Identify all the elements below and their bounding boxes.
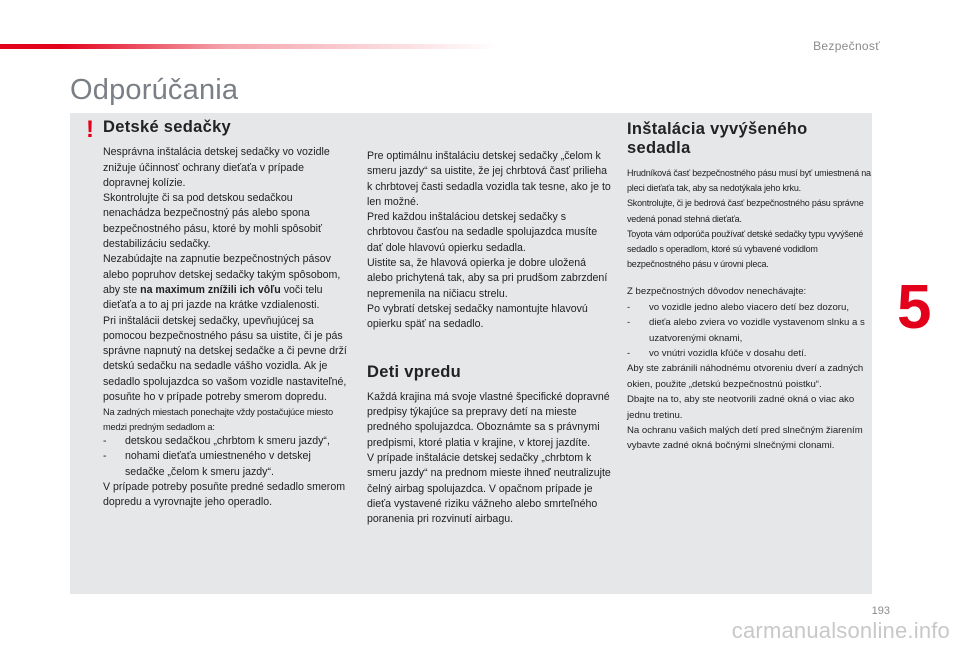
warning-icon: ! bbox=[86, 116, 94, 143]
paragraph: Po vybratí detskej sedačky namontujte hlavovú opierku späť na sedadlo. bbox=[367, 302, 588, 331]
paragraph: Pre optimálnu inštaláciu detskej sedačky „čelom k smeru jazdy“ sa uistite, že jej chrbtová časť prilieha k chrbtovej časti sedadla vozidla tak tesne, ako je to len možné. bbox=[367, 150, 611, 208]
list-item: - nohami dieťaťa umiestneného v detskej sedačke „čelom k smeru jazdy“. bbox=[103, 450, 311, 478]
paragraph: V prípade potreby posuňte predné sedadlo smerom dopredu a vyrovnajte jeho operadlo. bbox=[103, 480, 346, 509]
chapter-number: 5 bbox=[897, 273, 932, 342]
heading-booster-seat: Inštalácia vyvýšeného sedadla bbox=[627, 120, 808, 157]
paragraph: Toyota vám odporúča používať detské sedačky typu vyvýšené sedadlo s operadlom, ktoré sú vybavené vodidlom bezpečnostného pásu v úrovni pleca. bbox=[627, 228, 864, 270]
paragraph: V prípade inštalácie detskej sedačky „chrbtom k smeru jazdy“ na prednom mieste ihneď neutralizujte čelný airbag spolujazdca. V opačnom prípade je dieťa vystavené riziku vážneho alebo smrteľného poranenia pri rozvinutí airbagu. bbox=[367, 452, 611, 526]
paragraph: Z bezpečnostných dôvodov nenechávajte: bbox=[627, 286, 807, 298]
paragraph: Pri inštalácii detskej sedačky, upevňujúcej sa pomocou bezpečnostného pásu sa uistite, či je pás správne napnutý na detskej sedačke a či pevne drží detskú sedačku na sedadle vášho vozidla. Ak je sedadlo spolujazdca so vašom vozidle nastaviteľné, posuňte ho v prípade potreby smerom dopredu. bbox=[103, 314, 347, 404]
paragraph: Nesprávna inštalácia detskej sedačky vo vozidle znižuje účinnosť ochrany dieťaťa v prípade dopravnej kolízie. bbox=[103, 146, 330, 189]
list-item: - detskou sedačkou „chrbtom k smeru jazdy“, bbox=[103, 434, 330, 447]
list-item: - dieťa alebo zviera vo vozidle vystavenom slnku a s uzatvorenými oknami, bbox=[627, 317, 865, 344]
paragraph: Dbajte na to, aby ste neotvorili zadné okná o viac ako jednu tretinu. bbox=[627, 394, 855, 421]
heading-child-seats: Detské sedačky bbox=[103, 118, 232, 136]
list-item: - vo vozidle jedno alebo viacero detí bez dozoru, bbox=[627, 301, 849, 313]
page-number: 193 bbox=[871, 605, 890, 617]
paragraph: Skontrolujte či sa pod detskou sedačkou nenachádza bezpečnostný pás alebo spona bezpečnostného pásu, ktoré by mohli spôsobiť destabilizáciu sedačky. bbox=[103, 192, 322, 251]
column-installation bbox=[367, 149, 612, 528]
paragraph: Skontrolujte, či je bedrová časť bezpečnostného pásu správne vedená ponad stehná dieťaťa. bbox=[627, 198, 864, 224]
page-title: Odporúčania bbox=[70, 74, 239, 106]
column-booster-seat bbox=[627, 120, 872, 454]
watermark: carmanualsonline.info bbox=[731, 618, 950, 643]
paragraph: Nezabúdajte na zapnutie bezpečnostných pásov alebo popruhov detskej sedačky takým spôsobom, aby ste na maximum znížili ich vôľu voči telu dieťaťa a to aj pri jazde na krátke vzdialenosti. bbox=[103, 253, 341, 312]
paragraph: Hrudníková časť bezpečnostného pásu musí byť umiestnená na pleci dieťaťa tak, aby sa nedotýkala jeho krku. bbox=[627, 168, 871, 194]
paragraph: Aby ste zabránili náhodnému otvoreniu dverí a zadných okien, použite „detskú bezpečnostnú poistku“. bbox=[627, 363, 864, 390]
heading-children-front: Deti vpredu bbox=[367, 362, 462, 381]
paragraph: Pred každou inštaláciou detskej sedačky s chrbtovou časťou na sedadle spolujazdca musíte dať dole hlavovú opierku sedadla. bbox=[367, 211, 598, 254]
paragraph: Každá krajina má svoje vlastné špecifické dopravné predpisy týkajúce sa prepravy detí na mieste predného spolujazdca. Oboznámte sa s právnymi predpismi, ktoré platia v krajine, v ktorej jazdíte. bbox=[367, 390, 610, 449]
list-item: - vo vnútri vozidla kľúče v dosahu detí. bbox=[627, 348, 807, 360]
section-label: Bezpečnosť bbox=[813, 39, 880, 53]
header-accent-stripe bbox=[0, 44, 500, 49]
column-child-seats bbox=[103, 120, 353, 510]
paragraph-rear-space: Na zadných miestach ponechajte vždy postačujúce miesto medzi predným sedadlom a: bbox=[103, 407, 334, 432]
paragraph: Uistite sa, že hlavová opierka je dobre uložená alebo prichytená tak, aby sa pri prudšom zabrzdení nepremenila na ničiacu strelu. bbox=[367, 257, 608, 300]
paragraph: Na ochranu vašich malých detí pred slnečným žiarením vybavte zadné okná bočnými slnečnými clonami. bbox=[627, 425, 863, 452]
